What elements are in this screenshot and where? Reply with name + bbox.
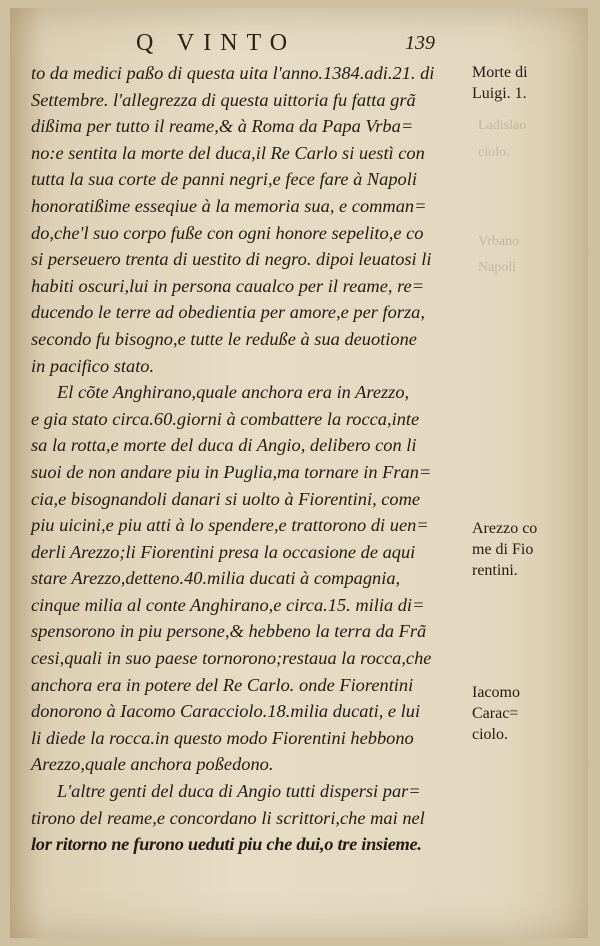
bleed-through-text: ciolo. xyxy=(478,145,510,160)
text-line: piu uicini,e piu atti à lo spendere,e trattorono di uen= xyxy=(31,515,429,536)
text-line: lor ritorno ne furono ueduti piu che dui,o tre insieme. xyxy=(31,834,422,855)
running-head: Q VINTO xyxy=(136,30,297,56)
text-line: cesi,quali in suo paese tornorono;restaua la rocca,che xyxy=(31,648,432,669)
margin-note-line: Iacomo xyxy=(472,684,520,701)
margin-note-arezzo xyxy=(472,518,582,581)
text-line: ducendo le terre ad obedientia per amore,e per forza, xyxy=(31,302,425,323)
text-line: e gia stato circa.60.giorni à combattere la rocca,inte xyxy=(31,408,420,429)
margin-note-line: rentini. xyxy=(472,562,518,579)
text-line: derli Arezzo;li Fiorentini presa la occasione de aqui xyxy=(31,541,416,562)
bleed-through-text: Napoli xyxy=(478,260,517,275)
text-line: cinque milia al conte Anghirano,e circa.15. milia di= xyxy=(31,594,425,615)
text-line: spensorono in piu persone,& hebbeno la terra da Frã xyxy=(31,621,427,642)
text-line: cia,e bisognandoli danari si uolto à Fiorentini, come xyxy=(31,488,421,509)
body-text xyxy=(31,60,471,858)
page-number: 139 xyxy=(405,32,435,54)
text-line: dißima per tutto il reame,& à Roma da Papa Vrba= xyxy=(31,116,414,137)
margin-note-iacomo-caracciolo xyxy=(472,682,582,745)
text-line: no:e sentita la morte del duca,il Re Carlo si uestì con xyxy=(31,142,425,163)
margin-note-morte-di-luigi xyxy=(472,62,582,104)
paragraph-start-line: L'altre genti del duca di Angio tutti dispersi par= xyxy=(57,781,421,802)
text-line: sa la rotta,e morte del duca di Angio, delibero con li xyxy=(31,435,417,456)
text-line: li diede la rocca.in questo modo Fiorentini hebbono xyxy=(31,727,414,748)
text-line: honoratißime esseqiue à la memoria sua, e comman= xyxy=(31,195,427,216)
text-line: anchora era in potere del Re Carlo. onde Fiorentini xyxy=(31,674,414,695)
bleed-through-text: Ladislao xyxy=(478,118,527,133)
margin-note-line: me di Fio xyxy=(472,541,534,558)
text-line: si perseuero trenta di uestito di negro. dipoi leuatosi li xyxy=(31,249,432,270)
text-line: do,che'l suo corpo fuße con ogni honore sepelito,e co xyxy=(31,222,424,243)
margin-note-line: Carac= xyxy=(472,705,519,722)
text-line: tirono del reame,e concordano li scrittori,che mai nel xyxy=(31,807,425,828)
text-line: Settembre. l'allegrezza di questa uittoria fu fatta grã xyxy=(31,89,416,110)
text-line: secondo fu bisogno,e tutte le reduße à sua deuotione xyxy=(31,328,417,349)
text-line: suoi de non andare piu in Puglia,ma tornare in Fran= xyxy=(31,461,432,482)
page-header xyxy=(0,30,600,60)
margin-note-line: ciolo. xyxy=(472,726,508,743)
text-line: to da medici paßo di questa uita l'anno.1384.adi.21. di xyxy=(31,63,435,83)
bleed-through-text: Vrbano xyxy=(478,234,520,249)
text-line: donorono à Iacomo Caracciolo.18.milia ducati, e lui xyxy=(31,701,421,722)
text-line: in pacifico stato. xyxy=(31,355,155,376)
margin-note-line: Arezzo co xyxy=(472,520,538,537)
text-line: stare Arezzo,detteno.40.milia ducati à compagnia, xyxy=(31,568,401,589)
margin-note-line: Luigi. 1. xyxy=(472,85,527,102)
text-line: Arezzo,quale anchora poßedono. xyxy=(31,754,274,775)
paragraph-start-line: El cõte Anghirano,quale anchora era in Arezzo, xyxy=(57,382,410,403)
margin-note-line: Morte di xyxy=(472,64,528,81)
text-line: tutta la sua corte de panni negri,e fece fare à Napoli xyxy=(31,169,417,190)
text-line: habiti oscuri,lui in persona caualco per il reame, re= xyxy=(31,275,425,296)
